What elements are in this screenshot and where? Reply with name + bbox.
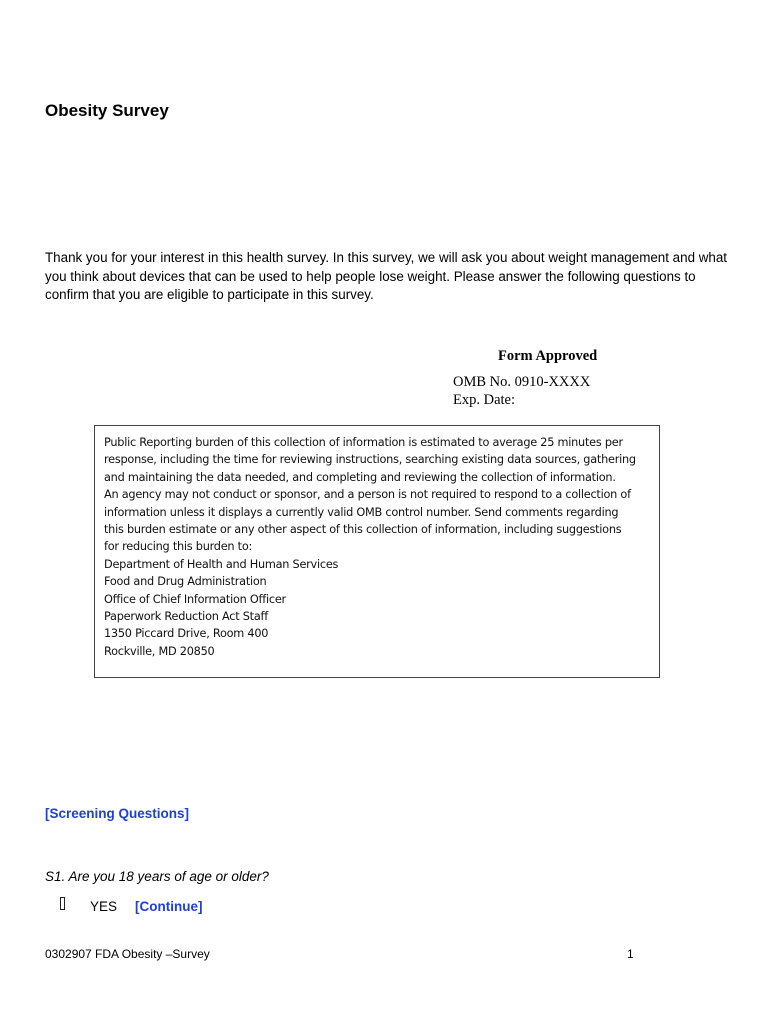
burden-address-line: Food and Drug Administration bbox=[104, 575, 267, 589]
option-yes-label: YES bbox=[90, 899, 118, 914]
page-number: 1 bbox=[627, 947, 634, 961]
burden-line: response, including the time for reviewing instructions, searching existing data sources, gathering bbox=[104, 453, 636, 467]
omb-number: OMB No. 0910-XXXX bbox=[453, 374, 591, 390]
exp-date: Exp. Date: bbox=[453, 392, 516, 408]
footer-document-id: 0302907 FDA Obesity –Survey bbox=[45, 947, 210, 961]
question-s1: S1. Are you 18 years of age or older? bbox=[45, 869, 269, 884]
burden-address-line: Office of Chief Information Officer bbox=[104, 592, 286, 606]
form-approved-label: Form Approved bbox=[498, 348, 598, 364]
burden-statement-box bbox=[94, 425, 660, 678]
burden-line: An agency may not conduct or sponsor, and a person is not required to respond to a collection of bbox=[104, 488, 631, 502]
screening-questions-header: [Screening Questions] bbox=[45, 806, 190, 821]
burden-line: information unless it displays a currently valid OMB control number. Send comments regarding bbox=[104, 505, 619, 519]
burden-address-line: Rockville, MD 20850 bbox=[104, 644, 215, 658]
burden-address-line: Paperwork Reduction Act Staff bbox=[104, 610, 268, 624]
burden-line: and maintaining the data needed, and completing and reviewing the collection of information. bbox=[104, 470, 616, 484]
option-yes-row[interactable] bbox=[60, 899, 203, 914]
burden-address-line: Department of Health and Human Services bbox=[104, 557, 339, 571]
burden-line: this burden estimate or any other aspect of this collection of information, including suggestions bbox=[104, 523, 622, 537]
omb-block bbox=[453, 373, 590, 409]
burden-line: for reducing this burden to: bbox=[104, 540, 253, 554]
continue-instruction: [Continue] bbox=[135, 899, 203, 914]
burden-statement-text bbox=[104, 434, 656, 660]
page-title: Obesity Survey bbox=[45, 101, 169, 120]
intro-paragraph: Thank you for your interest in this health survey. In this survey, we will ask you about weight management and what you think about devices that can be used to help people lose weight. Please answer the following questions to confirm that you are eligible to participate in this survey. bbox=[45, 250, 728, 302]
yes-checkbox[interactable] bbox=[60, 897, 65, 910]
burden-line: Public Reporting burden of this collection of information is estimated to average 25 minutes per bbox=[104, 436, 623, 449]
burden-address-line: 1350 Piccard Drive, Room 400 bbox=[104, 627, 269, 641]
